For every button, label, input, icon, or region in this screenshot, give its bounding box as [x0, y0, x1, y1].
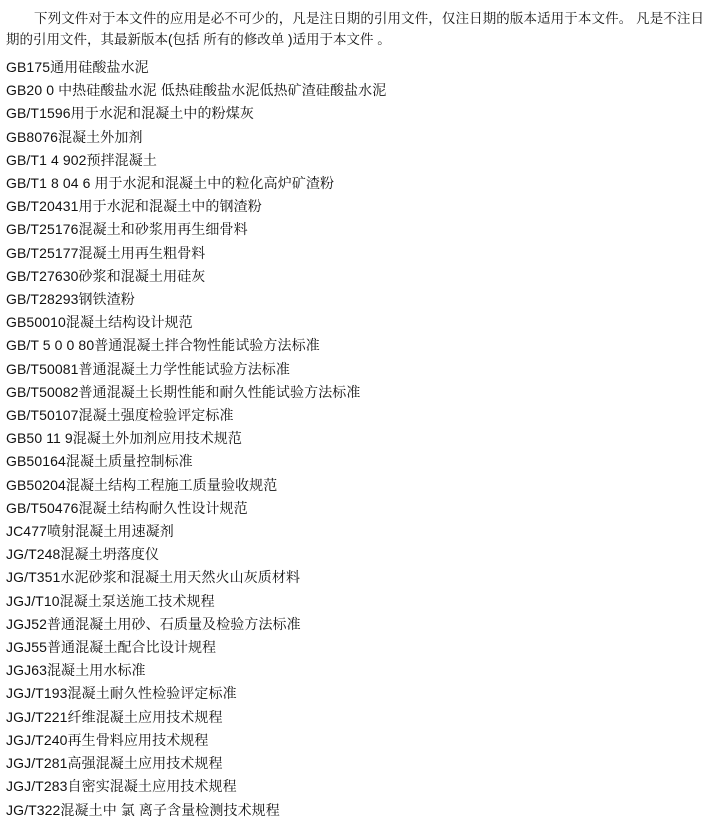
list-item: GB/T20431用于水泥和混凝土中的钢渣粉 [6, 198, 262, 215]
list-item: JGJ/T283自密实混凝土应用技术规程 [6, 778, 237, 795]
list-item: GB/T1 4 902预拌混凝土 [6, 151, 157, 168]
list-item: GB50164混凝土质量控制标准 [6, 453, 193, 470]
list-item: GB/T50082普通混凝土长期性能和耐久性能试验方法标准 [6, 383, 361, 400]
list-item: JGJ52普通混凝土用砂、石质量及检验方法标准 [6, 615, 301, 632]
list-item: JG/T248混凝土坍落度仪 [6, 546, 160, 563]
list-item: GB50204混凝土结构工程施工质量验收规范 [6, 476, 278, 493]
list-item: GB/T50107混凝土强度检验评定标准 [6, 407, 234, 424]
list-item: GB50 11 9混凝土外加剂应用技术规范 [6, 430, 242, 447]
list-item: GB8076混凝土外加剂 [6, 128, 143, 145]
list-item: JGJ/T281高强混凝土应用技术规程 [6, 755, 223, 772]
list-item: GB/T25176混凝土和砂浆用再生细骨料 [6, 221, 248, 238]
list-item: GB50010混凝土结构设计规范 [6, 314, 193, 331]
list-item: JG/T351水泥砂浆和混凝土用天然火山灰质材料 [6, 569, 301, 586]
intro-paragraph: 下列文件对于本文件的应用是必不可少的，凡是注日期的引用文件，仅注日期的版本适用于本文件。 凡是不注日期的引用文件，其最新版本(包括 所有的修改单 )适用于本文件 。 [6, 11, 704, 47]
list-item: JG/T322混凝土中 氯 离子含量检测技术规程 [6, 801, 280, 818]
standards-list [6, 56, 704, 822]
list-item: GB/T 5 0 0 80普通混凝土拌合物性能试验方法标准 [6, 337, 320, 354]
list-item: GB/T28293钢铁渣粉 [6, 291, 135, 308]
list-item: JGJ/T193混凝土耐久性检验评定标准 [6, 685, 237, 702]
list-item: JC477喷射混凝土用速凝剂 [6, 523, 174, 540]
list-item: JGJ/T10混凝土泵送施工技术规程 [6, 592, 215, 609]
list-item: JGJ/T240再生骨料应用技术规程 [6, 731, 209, 748]
list-item: GB/T1 8 04 6 用于水泥和混凝土中的粒化高炉矿渣粉 [6, 175, 335, 192]
list-item: GB/T50081普通混凝土力学性能试验方法标准 [6, 360, 290, 377]
list-item: GB/T25177混凝土用再生粗骨料 [6, 244, 206, 261]
list-item: JGJ55普通混凝土配合比设计规程 [6, 639, 217, 656]
list-item: GB/T50476混凝土结构耐久性设计规范 [6, 499, 248, 516]
list-item: GB20 0 中热硅酸盐水泥 低热硅酸盐水泥低热矿渣硅酸盐水泥 [6, 82, 387, 99]
list-item: GB175通用硅酸盐水泥 [6, 59, 149, 75]
list-item: JGJ/T221纤维混凝土应用技术规程 [6, 708, 223, 725]
list-item: GB/T1596用于水泥和混凝土中的粉煤灰 [6, 105, 254, 122]
list-item: GB/T27630砂浆和混凝土用硅灰 [6, 267, 206, 284]
list-item: JGJ63混凝土用水标准 [6, 662, 146, 679]
